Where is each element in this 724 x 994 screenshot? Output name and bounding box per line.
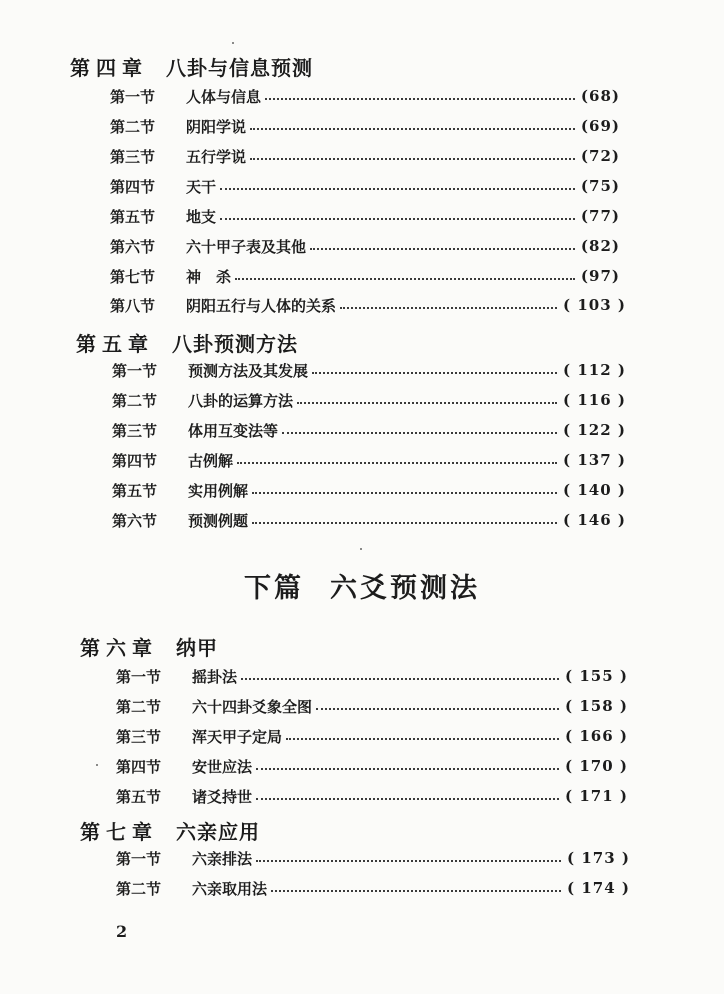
dot-leader <box>220 188 575 190</box>
section-number: 第六节 <box>112 511 158 530</box>
toc-entry[interactable] <box>116 784 628 808</box>
dot-leader <box>282 432 557 434</box>
section-number: 第三节 <box>116 727 162 746</box>
dot-leader <box>250 128 575 130</box>
dot-leader <box>297 402 557 404</box>
toc-entry[interactable] <box>116 846 630 870</box>
chapter-number: 第七章 <box>80 820 158 844</box>
dot-leader <box>250 158 575 160</box>
chapter-4-heading <box>70 52 313 81</box>
toc-entry[interactable] <box>110 264 620 288</box>
page-number: (77) <box>580 207 620 225</box>
toc-entry[interactable] <box>112 388 626 412</box>
chapter-number: 第四章 <box>70 56 148 80</box>
page-number: ( 166 ) <box>565 727 628 745</box>
toc-entry[interactable] <box>116 664 628 688</box>
section-number: 第四节 <box>112 451 158 470</box>
dot-leader <box>237 462 557 464</box>
dot-leader <box>220 218 575 220</box>
section-number: 第一节 <box>112 361 158 380</box>
dot-leader <box>241 678 559 680</box>
section-title: 天干 <box>186 177 217 196</box>
chapter-title: 纳甲 <box>176 636 218 660</box>
section-number: 第二节 <box>110 117 156 136</box>
section-title: 地支 <box>186 207 217 226</box>
toc-entry[interactable] <box>116 876 630 900</box>
section-title: 诸爻持世 <box>192 787 253 806</box>
section-number: 第五节 <box>110 207 156 226</box>
page-number: ( 103 ) <box>563 296 626 314</box>
page-folio: 2 <box>116 922 128 941</box>
section-number: 第四节 <box>110 177 156 196</box>
dot-leader <box>256 860 561 862</box>
section-number: 第一节 <box>116 849 162 868</box>
toc-entry[interactable] <box>116 724 628 748</box>
page-number: ( 140 ) <box>563 481 626 499</box>
toc-entry[interactable] <box>112 358 626 382</box>
chapter-number: 第六章 <box>80 636 158 660</box>
page-number: ( 155 ) <box>565 667 628 685</box>
page-number: (82) <box>580 237 620 255</box>
toc-entry[interactable] <box>110 114 620 138</box>
page-number: ( 116 ) <box>563 391 626 409</box>
section-number: 第五节 <box>116 787 162 806</box>
toc-entry[interactable] <box>112 508 626 532</box>
section-number: 第三节 <box>110 147 156 166</box>
chapter-title: 八卦与信息预测 <box>166 56 313 80</box>
toc-entry[interactable] <box>110 174 620 198</box>
scan-speck <box>232 42 234 44</box>
section-title: 六亲排法 <box>192 849 253 868</box>
section-title: 实用例解 <box>188 481 249 500</box>
dot-leader <box>312 372 557 374</box>
chapter-title: 六亲应用 <box>176 820 260 844</box>
page-number: ( 171 ) <box>565 787 628 805</box>
page-number: ( 112 ) <box>563 361 626 379</box>
section-number: 第五节 <box>112 481 158 500</box>
toc-entry[interactable] <box>112 478 626 502</box>
section-title: 古例解 <box>188 451 234 470</box>
chapter-5-heading <box>76 328 298 357</box>
scan-speck <box>360 548 362 550</box>
scan-speck <box>96 764 98 766</box>
section-title: 八卦的运算方法 <box>188 391 294 410</box>
section-title: 人体与信息 <box>186 87 262 106</box>
page-number: ( 174 ) <box>567 879 630 897</box>
dot-leader <box>256 798 559 800</box>
page-number: ( 158 ) <box>565 697 628 715</box>
dot-leader <box>310 248 575 250</box>
section-title: 六十四卦爻象全图 <box>192 697 313 716</box>
section-title: 摇卦法 <box>192 667 238 686</box>
toc-entry[interactable] <box>110 144 620 168</box>
section-title: 神 杀 <box>186 267 232 286</box>
part-title: 六爻预测法 <box>330 573 480 604</box>
toc-entry[interactable] <box>110 204 620 228</box>
dot-leader <box>316 708 559 710</box>
page-number: ( 122 ) <box>563 421 626 439</box>
section-number: 第二节 <box>116 697 162 716</box>
page-number: ( 173 ) <box>567 849 630 867</box>
section-number: 第一节 <box>116 667 162 686</box>
toc-entry[interactable] <box>112 448 626 472</box>
section-title: 六十甲子表及其他 <box>186 237 307 256</box>
section-title: 安世应法 <box>192 757 253 776</box>
part-heading <box>0 566 724 605</box>
section-title: 预测方法及其发展 <box>188 361 309 380</box>
section-number: 第三节 <box>112 421 158 440</box>
toc-entry[interactable] <box>116 694 628 718</box>
toc-entry[interactable] <box>110 84 620 108</box>
section-title: 六亲取用法 <box>192 879 268 898</box>
section-number: 第七节 <box>110 267 156 286</box>
dot-leader <box>252 522 557 524</box>
section-number: 第四节 <box>116 757 162 776</box>
part-label: 下篇 <box>244 573 304 604</box>
page-number: (75) <box>580 177 620 195</box>
section-number: 第二节 <box>116 879 162 898</box>
chapter-title: 八卦预测方法 <box>172 332 298 356</box>
toc-entry[interactable] <box>116 754 628 778</box>
section-title: 浑天甲子定局 <box>192 727 283 746</box>
page-number: ( 137 ) <box>563 451 626 469</box>
dot-leader <box>256 768 559 770</box>
page-number: ( 146 ) <box>563 511 626 529</box>
dot-leader <box>265 98 575 100</box>
section-title: 阴阳五行与人体的关系 <box>186 296 337 315</box>
dot-leader <box>271 890 561 892</box>
toc-entry[interactable] <box>110 234 620 258</box>
chapter-number: 第五章 <box>76 332 154 356</box>
section-number: 第二节 <box>112 391 158 410</box>
section-title: 阴阳学说 <box>186 117 247 136</box>
chapter-7-heading <box>80 816 260 845</box>
section-title: 五行学说 <box>186 147 247 166</box>
page-number: (69) <box>580 117 620 135</box>
section-number: 第六节 <box>110 237 156 256</box>
dot-leader <box>286 738 559 740</box>
section-title: 体用互变法等 <box>188 421 279 440</box>
dot-leader <box>340 307 557 309</box>
page-number: (68) <box>580 87 620 105</box>
chapter-6-heading <box>80 632 218 661</box>
toc-entry[interactable] <box>112 418 626 442</box>
dot-leader <box>235 278 575 280</box>
section-number: 第八节 <box>110 296 156 315</box>
page-number: ( 170 ) <box>565 757 628 775</box>
page-number: (72) <box>580 147 620 165</box>
section-number: 第一节 <box>110 87 156 106</box>
section-title: 预测例题 <box>188 511 249 530</box>
page-number: (97) <box>580 267 620 285</box>
dot-leader <box>252 492 557 494</box>
toc-entry[interactable] <box>110 293 626 317</box>
